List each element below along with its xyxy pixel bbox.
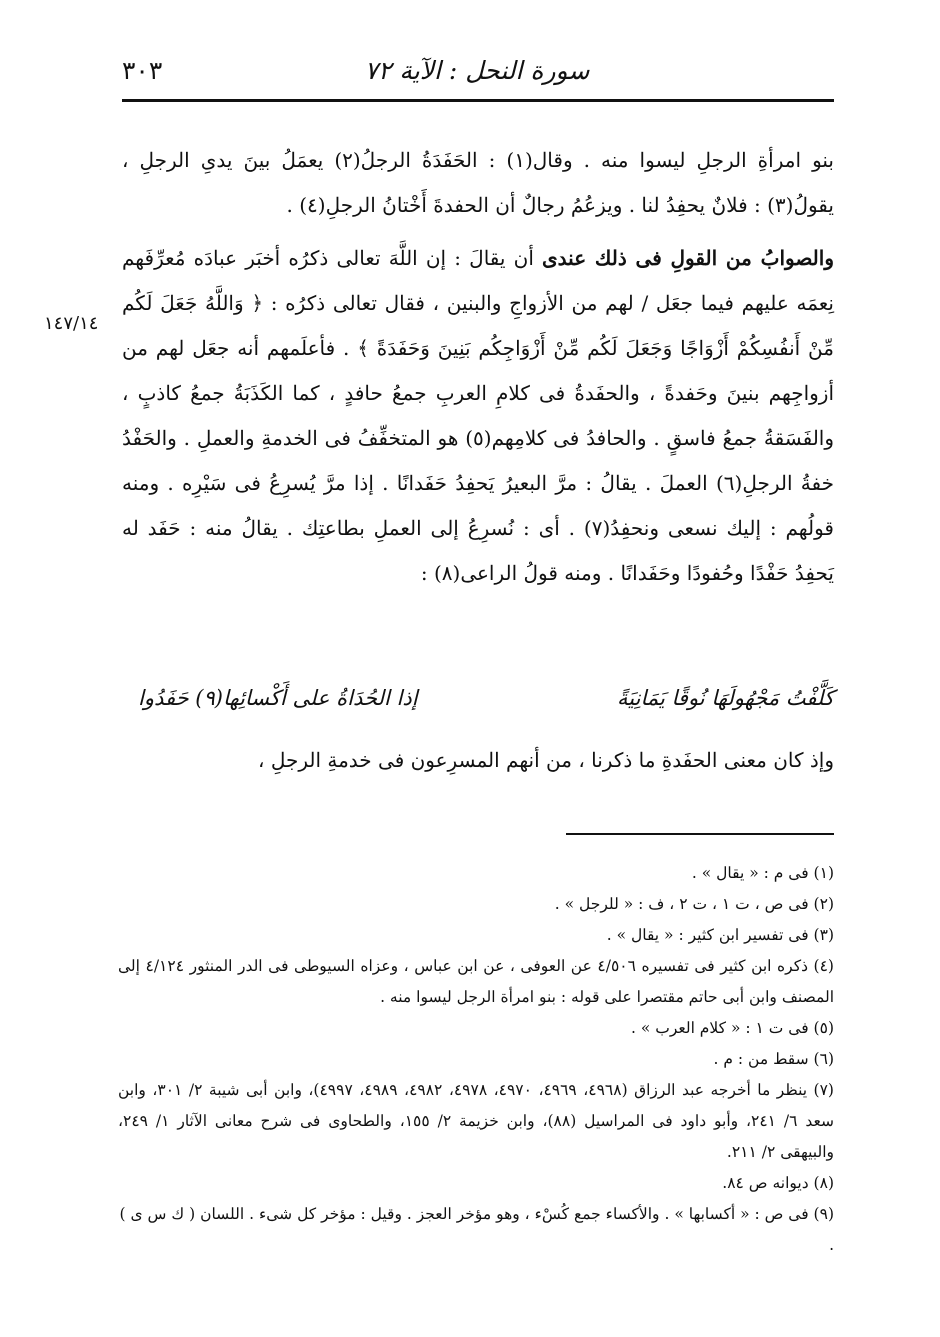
- footnote-1: (١) فى م : « يقال » .: [691, 864, 834, 882]
- verse-hemistich-2: إذا الحُدَاةُ على أَكْسائِها(٩) حَفَدُوا: [138, 686, 418, 710]
- page-header: [122, 52, 832, 98]
- footnote-3: (٣) فى تفسير ابن كثير : « يقال » .: [606, 926, 834, 944]
- header-rule: [122, 99, 834, 102]
- main-text: [122, 138, 834, 596]
- footnote-6: (٦) سقط من : م .: [713, 1050, 834, 1068]
- paragraph-1: بنو امرأةِ الرجلِ ليسوا منه . وقال(١) : الحَفَدَةُ الرجلُ(٢) يعمَلُ بينَ يدىِ الرجلِ ، يقولُ(٣) : فلانٌ يحفِدُ لنا . ويزعُمُ رجالٌ أن الحفدةَ أَخْتانُ الرجلِ(٤) .: [122, 148, 834, 217]
- footnote-separator: [566, 833, 834, 835]
- page-number: ٣٠٣: [122, 56, 163, 85]
- footnote-5: (٥) فى ت ١ : « كلام العرب » .: [630, 1019, 834, 1037]
- footnote-8: (٨) ديوانه ص ٨٤.: [722, 1174, 834, 1192]
- footnotes: [118, 858, 834, 1261]
- paragraph-2-lead: والصوابُ من القولِ فى ذلك عندى: [542, 246, 834, 270]
- running-title: سورة النحل : الآية ٧٢: [364, 56, 590, 85]
- footnote-9: (٩) فى ص : « أكسابها » . والأكساء جمع كُسْء ، وهو مؤخر العجز . وقيل : مؤخر كل شىء . اللسان ( ك س ى ) .: [119, 1205, 834, 1254]
- margin-reference: ١٤٧/١٤: [44, 313, 99, 334]
- footnote-7: (٧) ينظر ما أخرجه عبد الرزاق (٤٩٦٨، ٤٩٦٩، ٤٩٧٠، ٤٩٧٨، ٤٩٨٢، ٤٩٨٩، ٤٩٩٧)، وابن أبى شيبة ٢/ ٣٠١، وابن سعد ٦/ ٢٤١، وأبو داود فى المراسيل (٨٨)، وابن خزيمة ٢/ ١٥٥، والطحاوى فى شرح معانى الآثار ١/ ٢٤٩، والبيهقى ٢/ ٢١١.: [118, 1081, 834, 1161]
- paragraph-2-text: أن يقالَ : إن اللَّهَ تعالى ذكرُه أخبَر عبادَه مُعرِّفَهم نِعمَه عليهم فيما جعَل / لهم من الأزواجِ والبنين ، فقال تعالى ذكرُه : ﴿ وَاللَّهُ جَعَلَ لَكُم مِّنْ أَنفُسِكُمْ أَزْوَاجًا وَجَعَلَ لَكُم مِّنْ أَزْوَاجِكُم بَنِينَ وَحَفَدَةً ﴾ . فأعلَمهم أنه جعَل لهم من أزواجِهم بنينَ وحَفدةً ، والحفَدةُ فى كلامِ العربِ جمعُ حافدٍ ، كما الكَذَبَةُ جمعُ كاذبٍ ، والفَسَقةُ جمعُ فاسقٍ . والحافدُ فى كلامِهم(٥) هو المتخفِّفُ فى الخدمةِ والعملِ . والحَفْدُ خفةُ الرجلِ(٦) العملَ . يقالُ : مرَّ البعيرُ يَحفِدُ حَفَدانًا . إذا مرَّ يُسرِعُ فى سَيْرِه . ومنه قولُهم : إليك نسعى ونحفِدُ(٧) . أى : نُسرِعُ إلى العملِ بطاعتِك . يقالُ منه : حَفَد له يَحفِدُ حَفْدًا وحُفودًا وحَفَدانًا . ومنه قولُ الراعى(٨) :: [122, 246, 835, 585]
- poetry-verse: [122, 686, 834, 726]
- footnote-4: (٤) ذكره ابن كثير فى تفسيره ٤/٥٠٦ عن العوفى ، عن ابن عباس ، وعزاه السيوطى فى الدر المنثور ٤/١٢٤ إلى المصنف وابن أبى حاتم مقتصرا على قوله : بنو امرأة الرجل ليسوا منه .: [118, 957, 834, 1006]
- continuation-text: وإذ كان معنى الحفَدةِ ما ذكرنا ، من أنهم المسرِعون فى خدمةِ الرجلِ ،: [258, 748, 834, 772]
- paragraph-2: [122, 236, 834, 596]
- verse-hemistich-1: كَلَّفْتُ مَجْهُولَهَا نُوقًا يَمَانِيَةً: [617, 686, 834, 710]
- footnote-2: (٢) فى ص ، ت ١ ، ت ٢ ، ف : « للرجل » .: [554, 895, 834, 913]
